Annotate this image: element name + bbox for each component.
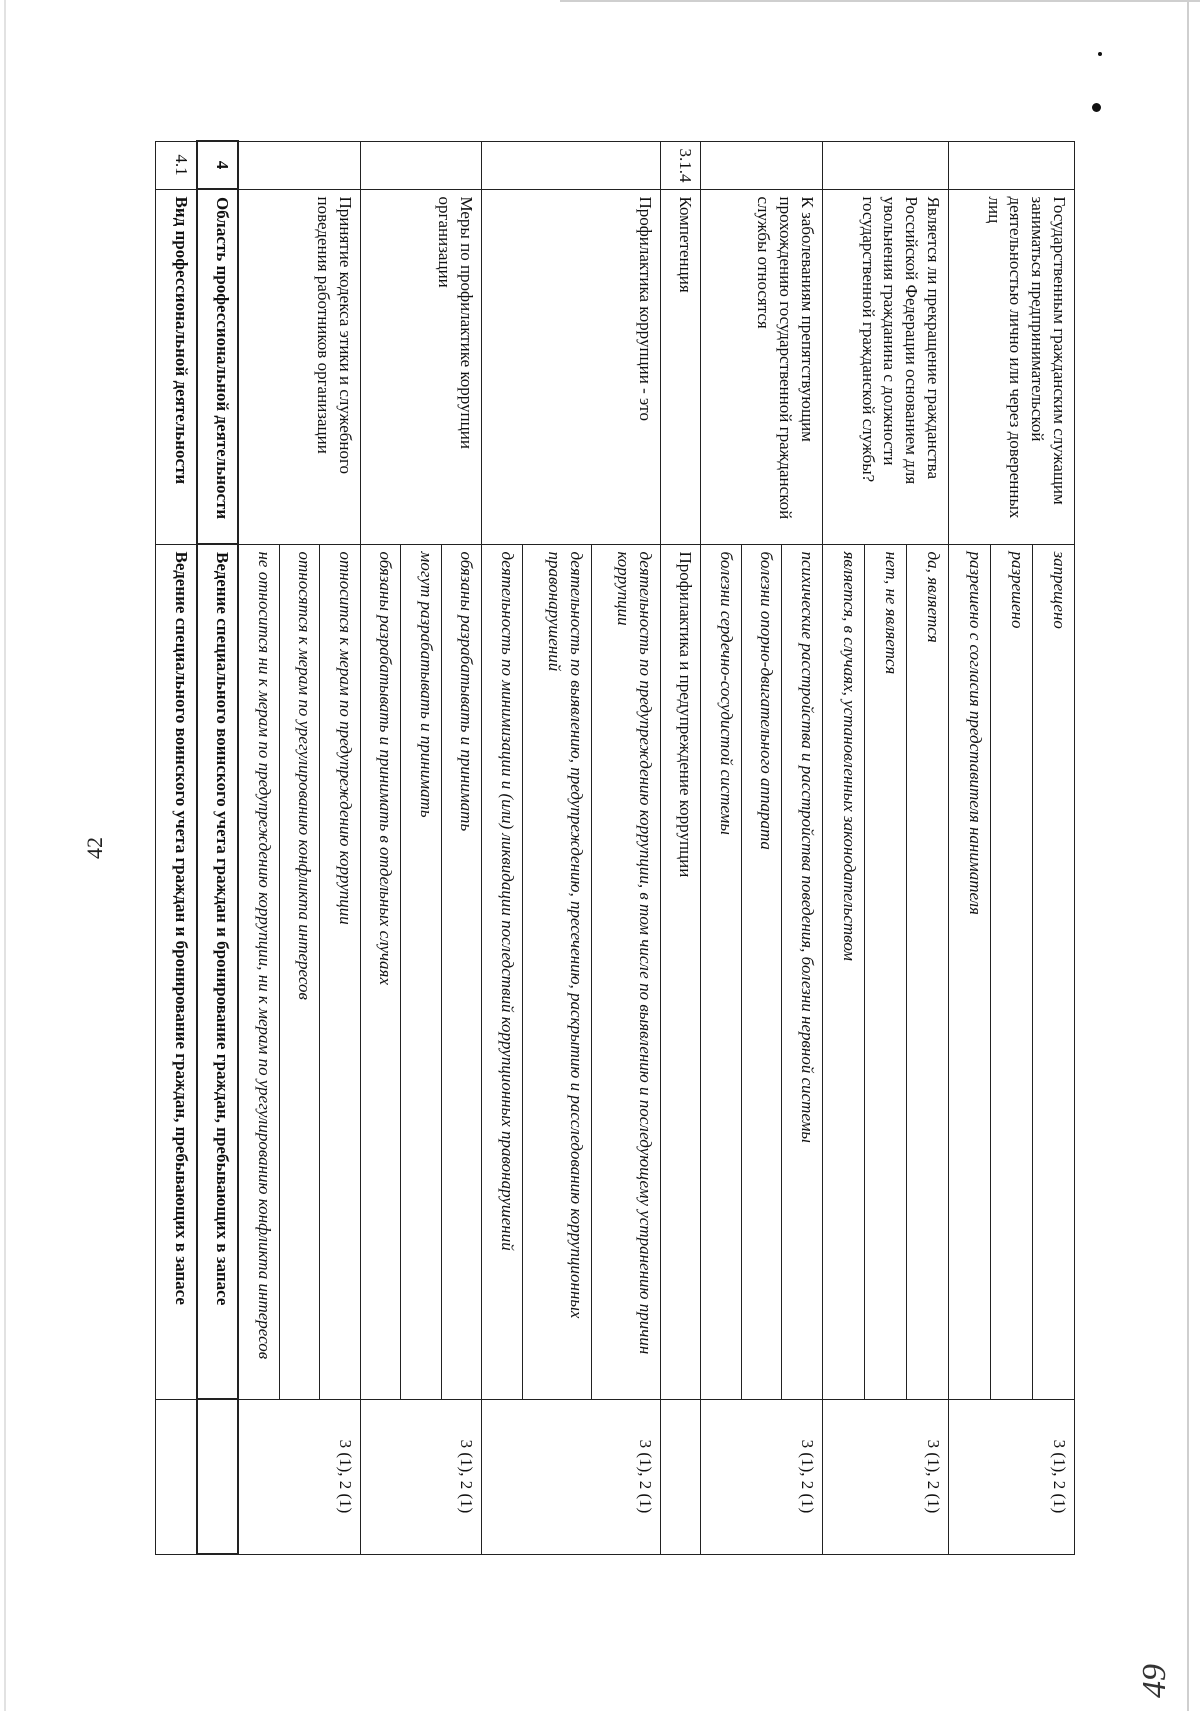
row-number [360, 141, 481, 189]
table-row [156, 141, 197, 1554]
answer-option: деятельность по выявлению, предупреждению, пресечению, раскрытию и расследованию коррупционных правонарушений [522, 544, 591, 1399]
answer-option: деятельность по минимизации и (или) ликвидации последствий коррупционных правонарушений [482, 544, 522, 1399]
table-row [591, 141, 660, 1554]
score-cell [156, 1399, 197, 1554]
row-number [701, 141, 822, 189]
scan-edge-line-right [1187, 0, 1189, 1711]
row-number [948, 141, 1074, 189]
table-row [441, 141, 481, 1554]
rotated-table-container [155, 140, 1075, 1555]
answer-option: не относится ни к мерам по предупреждению коррупции, ни к мерам по урегулированию конфликта интересов [238, 544, 279, 1399]
score-cell: 3 (1), 2 (1) [482, 1399, 661, 1554]
row-number [238, 141, 360, 189]
score-cell: 3 (1), 2 (1) [701, 1399, 822, 1554]
question-cell: Область профессиональной деятельности [197, 189, 239, 544]
answer-option: разрешено с согласия представителя нанимателя [948, 544, 990, 1399]
answer-option: могут разрабатывать и принимать [401, 544, 441, 1399]
score-cell [197, 1399, 239, 1554]
table-row [320, 141, 360, 1554]
scan-speck [1098, 52, 1102, 56]
handwritten-page-number: 49 [1136, 1664, 1173, 1698]
answer-option: запрещено [1032, 544, 1074, 1399]
table-row [906, 141, 948, 1554]
answer-option: относится к мерам по предупреждению коррупции [320, 544, 360, 1399]
row-number: 4 [197, 141, 239, 189]
score-cell: 3 (1), 2 (1) [822, 1399, 948, 1554]
row-number [822, 141, 948, 189]
table-row [782, 141, 822, 1554]
row-number: 4.1 [156, 141, 197, 189]
table-row [1032, 141, 1074, 1554]
question-cell: Меры по профилактике коррупции организации [360, 189, 481, 544]
row-number: 3.1.4 [660, 141, 700, 189]
scan-edge-line-left [4, 0, 6, 1711]
scan-speck [1092, 103, 1101, 112]
kind-cell: Ведение специального воинского учета граждан и бронирование граждан, пребывающих в запасе [156, 544, 197, 1399]
score-cell: 3 (1), 2 (1) [238, 1399, 360, 1554]
question-cell: К заболеваниям препятствующим прохождению государственной гражданской службы относятся [701, 189, 822, 544]
question-cell: Компетенция [660, 189, 700, 544]
answer-option: обязаны разрабатывать и принимать [441, 544, 481, 1399]
question-cell: Вид профессиональной деятельности [156, 189, 197, 544]
table-row [197, 141, 239, 1554]
page-number: 42 [82, 837, 107, 859]
answer-option: обязаны разрабатывать и принимать в отдельных случаях [360, 544, 400, 1399]
competence-cell: Профилактика и предупреждение коррупции [660, 544, 700, 1399]
scan-edge-line [560, 0, 1200, 2]
score-cell [660, 1399, 700, 1554]
answer-option: нет, не является [864, 544, 906, 1399]
answer-option: да, является [906, 544, 948, 1399]
question-cell: Принятие кодекса этики и служебного поведения работников организации [238, 189, 360, 544]
test-questions-table [155, 140, 1075, 1555]
question-cell: Профилактика коррупции - это [482, 189, 661, 544]
answer-option: болезни опорно-двигательного аппарата [741, 544, 781, 1399]
answer-option: психические расстройства и расстройства поведения, болезни нервной системы [782, 544, 822, 1399]
score-cell: 3 (1), 2 (1) [360, 1399, 481, 1554]
table-row [660, 141, 700, 1554]
answer-option: деятельность по предупреждению коррупции, в том числе по выявлению и последующему устранению причин коррупции [591, 544, 660, 1399]
row-number [482, 141, 661, 189]
answer-option: разрешено [990, 544, 1032, 1399]
area-cell: Ведение специального воинского учета граждан и бронирование граждан, пребывающих в запасе [197, 544, 239, 1399]
question-cell: Государственным гражданским служащим заниматься предпринимательской деятельностью лично или через доверенных лиц [948, 189, 1074, 544]
score-cell: 3 (1), 2 (1) [948, 1399, 1074, 1554]
answer-option: является, в случаях, установленных законодательством [822, 544, 864, 1399]
answer-option: болезни сердечно-сосудистой системы [701, 544, 741, 1399]
answer-option: относятся к мерам по урегулированию конфликта интересов [280, 544, 320, 1399]
question-cell: Является ли прекращение гражданства Российской Федерации основанием для увольнения гражданина с должности государственной гражданской службы? [822, 189, 948, 544]
